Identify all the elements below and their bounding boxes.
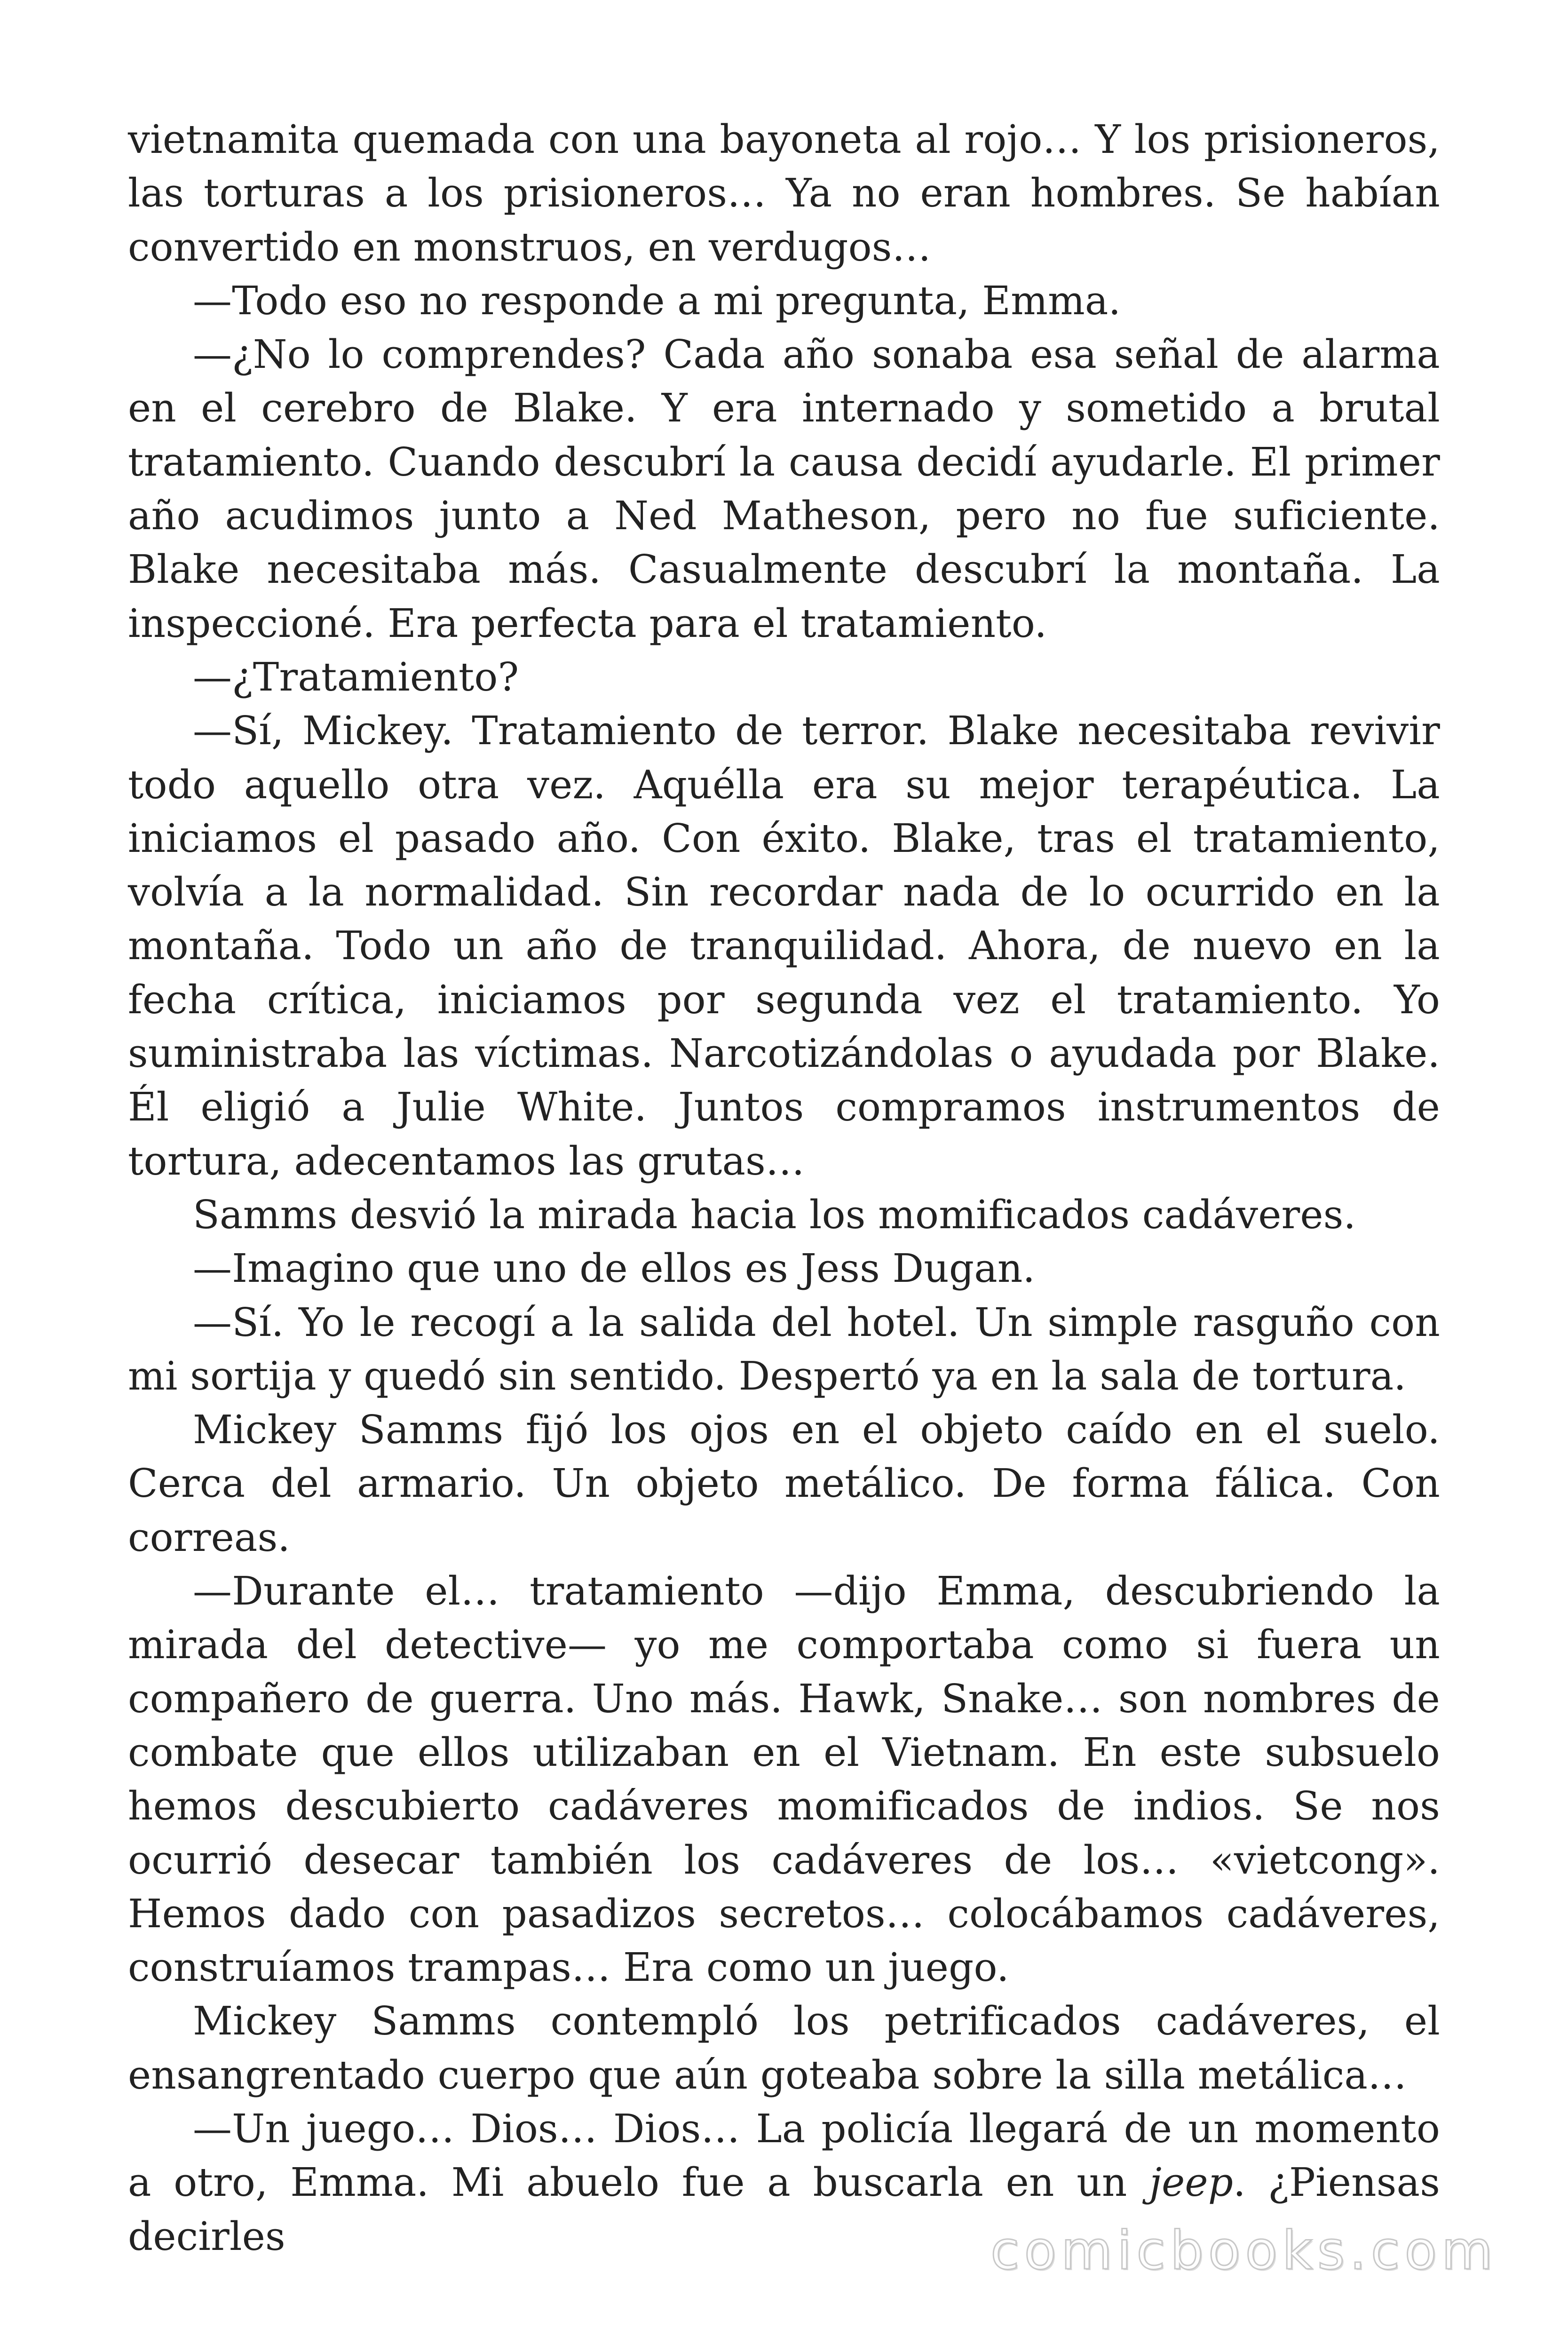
watermark: comicbooks.com: [990, 2220, 1497, 2281]
paragraph: —Todo eso no responde a mi pregunta, Emma.: [193, 278, 1121, 324]
paragraph: Samms desvió la mirada hacia los momificados cadáveres.: [193, 1192, 1356, 1238]
paragraph: —Imagino que uno de ellos es Jess Dugan.: [193, 1246, 1036, 1292]
emphasized-word: jeep: [1149, 2160, 1234, 2206]
paragraph: —Durante el… tratamiento —dijo Emma, descubriendo la mirada del detective— yo me comportaba como si fuera un compañero de guerra. Uno más. Hawk, Snake… son nombres de combate que ellos utilizaban en el Vietnam. En este subsuelo hemos descubierto cadáveres momificados de indios. Se nos ocurrió desecar también los cadáveres de los… «vietcong». Hemos dado con pasadizos secretos… colocábamos cadáveres, construíamos trampas… Era como un juego.: [128, 1568, 1440, 1991]
paragraph: —¿Tratamiento?: [193, 654, 519, 700]
page-text: [128, 113, 1440, 2264]
paragraph: —¿No lo comprendes? Cada año sonaba esa señal de alarma en el cerebro de Blake. Y era internado y sometido a brutal tratamiento. Cuando descubrí la causa decidí ayudarle. El primer año acudimos junto a Ned Matheson, pero no fue suficiente. Blake necesitaba más. Casualmente descubrí la montaña. La inspeccioné. Era perfecta para el tratamiento.: [128, 332, 1440, 646]
paragraph: —Sí. Yo le recogí a la salida del hotel. Un simple rasguño con mi sortija y quedó sin sentido. Despertó ya en la sala de tortura.: [128, 1299, 1440, 1399]
paragraph-text: —Un juego… Dios… Dios… La policía llegará de un momento a otro, Emma. Mi abuelo fue a buscarla en un: [128, 2106, 1440, 2206]
paragraph: vietnamita quemada con una bayoneta al rojo… Y los prisioneros, las torturas a los prisioneros… Ya no eran hombres. Se habían convertido en monstruos, en verdugos…: [128, 117, 1440, 270]
paragraph: —Sí, Mickey. Tratamiento de terror. Blake necesitaba revivir todo aquello otra vez. Aquélla era su mejor terapéutica. La iniciamos el pasado año. Con éxito. Blake, tras el tratamiento, volvía a la normalidad. Sin recordar nada de lo ocurrido en la montaña. Todo un año de tranquilidad. Ahora, de nuevo en la fecha crítica, iniciamos por segunda vez el tratamiento. Yo suministraba las víctimas. Narcotizándolas o ayudada por Blake. Él eligió a Julie White. Juntos compramos instrumentos de tortura, adecentamos las grutas…: [128, 708, 1440, 1184]
paragraph-text: . ¿Piensas decirles: [128, 2160, 1440, 2259]
paragraph: Mickey Samms contempló los petrificados cadáveres, el ensangrentado cuerpo que aún goteaba sobre la silla metálica…: [128, 1998, 1440, 2098]
paragraph: Mickey Samms fijó los ojos en el objeto caído en el suelo. Cerca del armario. Un objeto metálico. De forma fálica. Con correas.: [128, 1407, 1440, 1560]
